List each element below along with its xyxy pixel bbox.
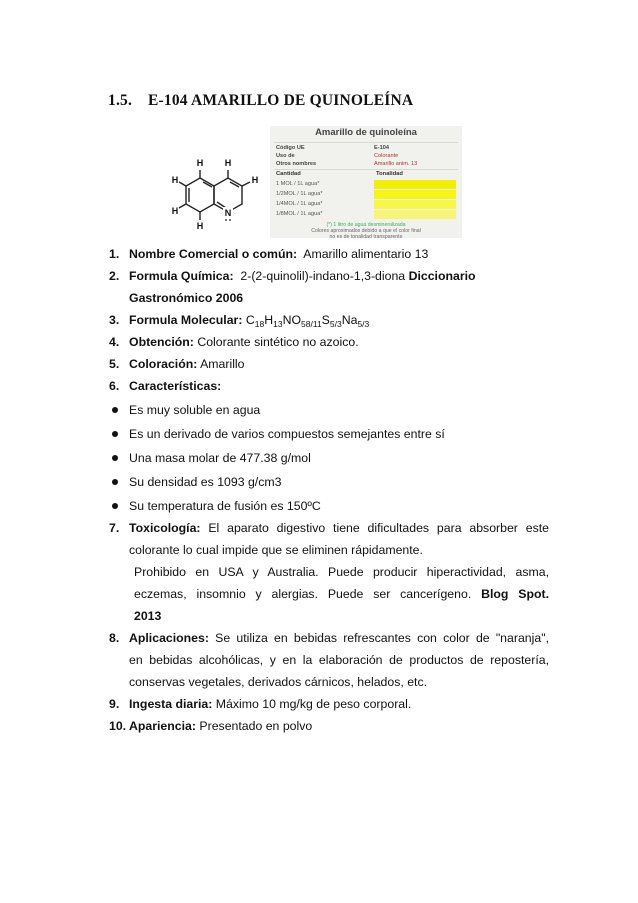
item-text: Amarillo	[200, 357, 245, 371]
bullet-text: Una masa molar de 477.38 g/mol	[129, 451, 311, 465]
table-footnote: (*) 1 litro de agua desmineralizada	[326, 222, 406, 228]
item-text: Amarillo alimentario 13	[303, 247, 429, 261]
tone-swatch	[374, 210, 456, 219]
molecular-formula: $C_{18}H_{13}NO_{58/11}S_{5/3}Na_{5/3}$	[245, 313, 370, 329]
item-text: eczemas, insomnio y alergias. Puede ser cancerígeno.	[134, 587, 472, 601]
item-label: Características:	[129, 379, 222, 393]
quantity-label: 1/2MOL / 1L agua*	[276, 191, 323, 197]
atom-h-label: H	[196, 221, 204, 231]
bullet-icon	[112, 503, 118, 509]
item-text: Prohibido en USA y Australia. Puede producir hiperactividad, asma,	[134, 565, 549, 579]
bullet-icon	[112, 431, 118, 437]
item-number: 5.	[109, 357, 120, 371]
item-number: 7.	[109, 521, 120, 535]
table-footnote: Colores aproximados debido a que el color final	[311, 228, 421, 234]
item-number: 6.	[109, 379, 120, 393]
item-text: Colorante sintético no azoico.	[197, 335, 359, 349]
item-label: Obtención:	[129, 335, 194, 349]
item-number: 10.	[109, 719, 127, 733]
item-reference: Blog Spot.	[481, 587, 549, 601]
item-reference: Gastronómico 2006	[129, 291, 244, 305]
item-label: Nombre Comercial o común:	[129, 247, 298, 261]
item-label: Ingesta diaria:	[129, 697, 213, 711]
item-label: Toxicología:	[129, 521, 201, 535]
atom-h-label: H	[224, 158, 232, 168]
item-label: Formula Química:	[129, 269, 234, 283]
section-number: 1.5.	[108, 92, 133, 109]
quantity-label: 1/4MOL / 1L agua*	[276, 201, 323, 207]
section-heading	[108, 92, 413, 110]
section-title: E-104 AMARILLO DE QUINOLEÍNA	[148, 92, 414, 109]
tone-swatch	[374, 190, 456, 199]
item-text: Se utiliza en bebidas refrescantes con color de "naranja",	[215, 631, 549, 645]
table-row-value: Amarillo anim. 13	[374, 161, 418, 167]
table-row-value: E-104	[374, 145, 389, 151]
bullet-text: Su temperatura de fusión es 150ºC	[129, 499, 321, 513]
quinoline-structure-diagram	[170, 156, 274, 238]
tone-swatch	[374, 180, 456, 189]
atom-n-label: N	[224, 208, 232, 218]
item-reference: Diccionario	[408, 269, 476, 283]
bullet-icon	[112, 407, 118, 413]
item-number: 4.	[109, 335, 120, 349]
item-reference: 2013	[134, 609, 162, 623]
table-row-label: Otros nombres	[276, 161, 317, 167]
item-text: colorante lo cual impide que se eliminen rápidamente.	[129, 543, 423, 557]
item-label: Coloración:	[129, 357, 198, 371]
bullet-icon	[112, 455, 118, 461]
item-number: 3.	[109, 313, 120, 327]
table-title: Amarillo de quinoleína	[315, 127, 417, 138]
item-text: conservas vegetales, derivados cárnicos, helados, etc.	[129, 675, 428, 689]
item-label: Apariencia:	[129, 719, 196, 733]
table-footnote: no es de tonalidad transparente	[329, 234, 403, 240]
item-label: Formula Molecular:	[129, 313, 243, 327]
bullet-text: Es muy soluble en agua	[129, 403, 261, 417]
color-table-image	[270, 126, 462, 238]
quantity-label: 1/8MOL / 1L agua*	[276, 211, 323, 217]
quantity-label: 1 MOL / 1L agua*	[276, 181, 320, 187]
item-text: Presentado en polvo	[199, 719, 313, 733]
table-row-label: Código UE	[276, 145, 305, 151]
tone-swatch	[374, 200, 456, 209]
atom-h-label: H	[171, 206, 179, 216]
bullet-text: Es un derivado de varios compuestos semejantes entre sí	[129, 427, 445, 441]
bullet-icon	[112, 479, 118, 485]
item-number: 1.	[109, 247, 120, 261]
atom-h-label: H	[171, 175, 179, 185]
table-header-quantity: Cantidad	[276, 171, 301, 177]
table-header-tone: Tonalidad	[376, 171, 403, 177]
item-text: 2-(2-quinolil)-indano-1,3-diona	[240, 269, 406, 283]
item-label: Aplicaciones:	[129, 631, 209, 645]
table-row-value: Colorante	[374, 153, 399, 159]
item-text: en bebidas alcohólicas, y en la elaboración de productos de repostería,	[129, 653, 549, 667]
item-text: Máximo 10 mg/kg de peso corporal.	[215, 697, 412, 711]
item-number: 2.	[109, 269, 120, 283]
item-text: El aparato digestivo tiene dificultades para absorber este	[208, 521, 549, 535]
item-number: 8.	[109, 631, 120, 645]
atom-h-label: H	[251, 175, 259, 185]
item-number: 9.	[109, 697, 120, 711]
table-row-label: Uso de	[276, 153, 295, 159]
atom-h-label: H	[196, 158, 204, 168]
bullet-text: Su densidad es 1093 g/cm3	[129, 475, 282, 489]
